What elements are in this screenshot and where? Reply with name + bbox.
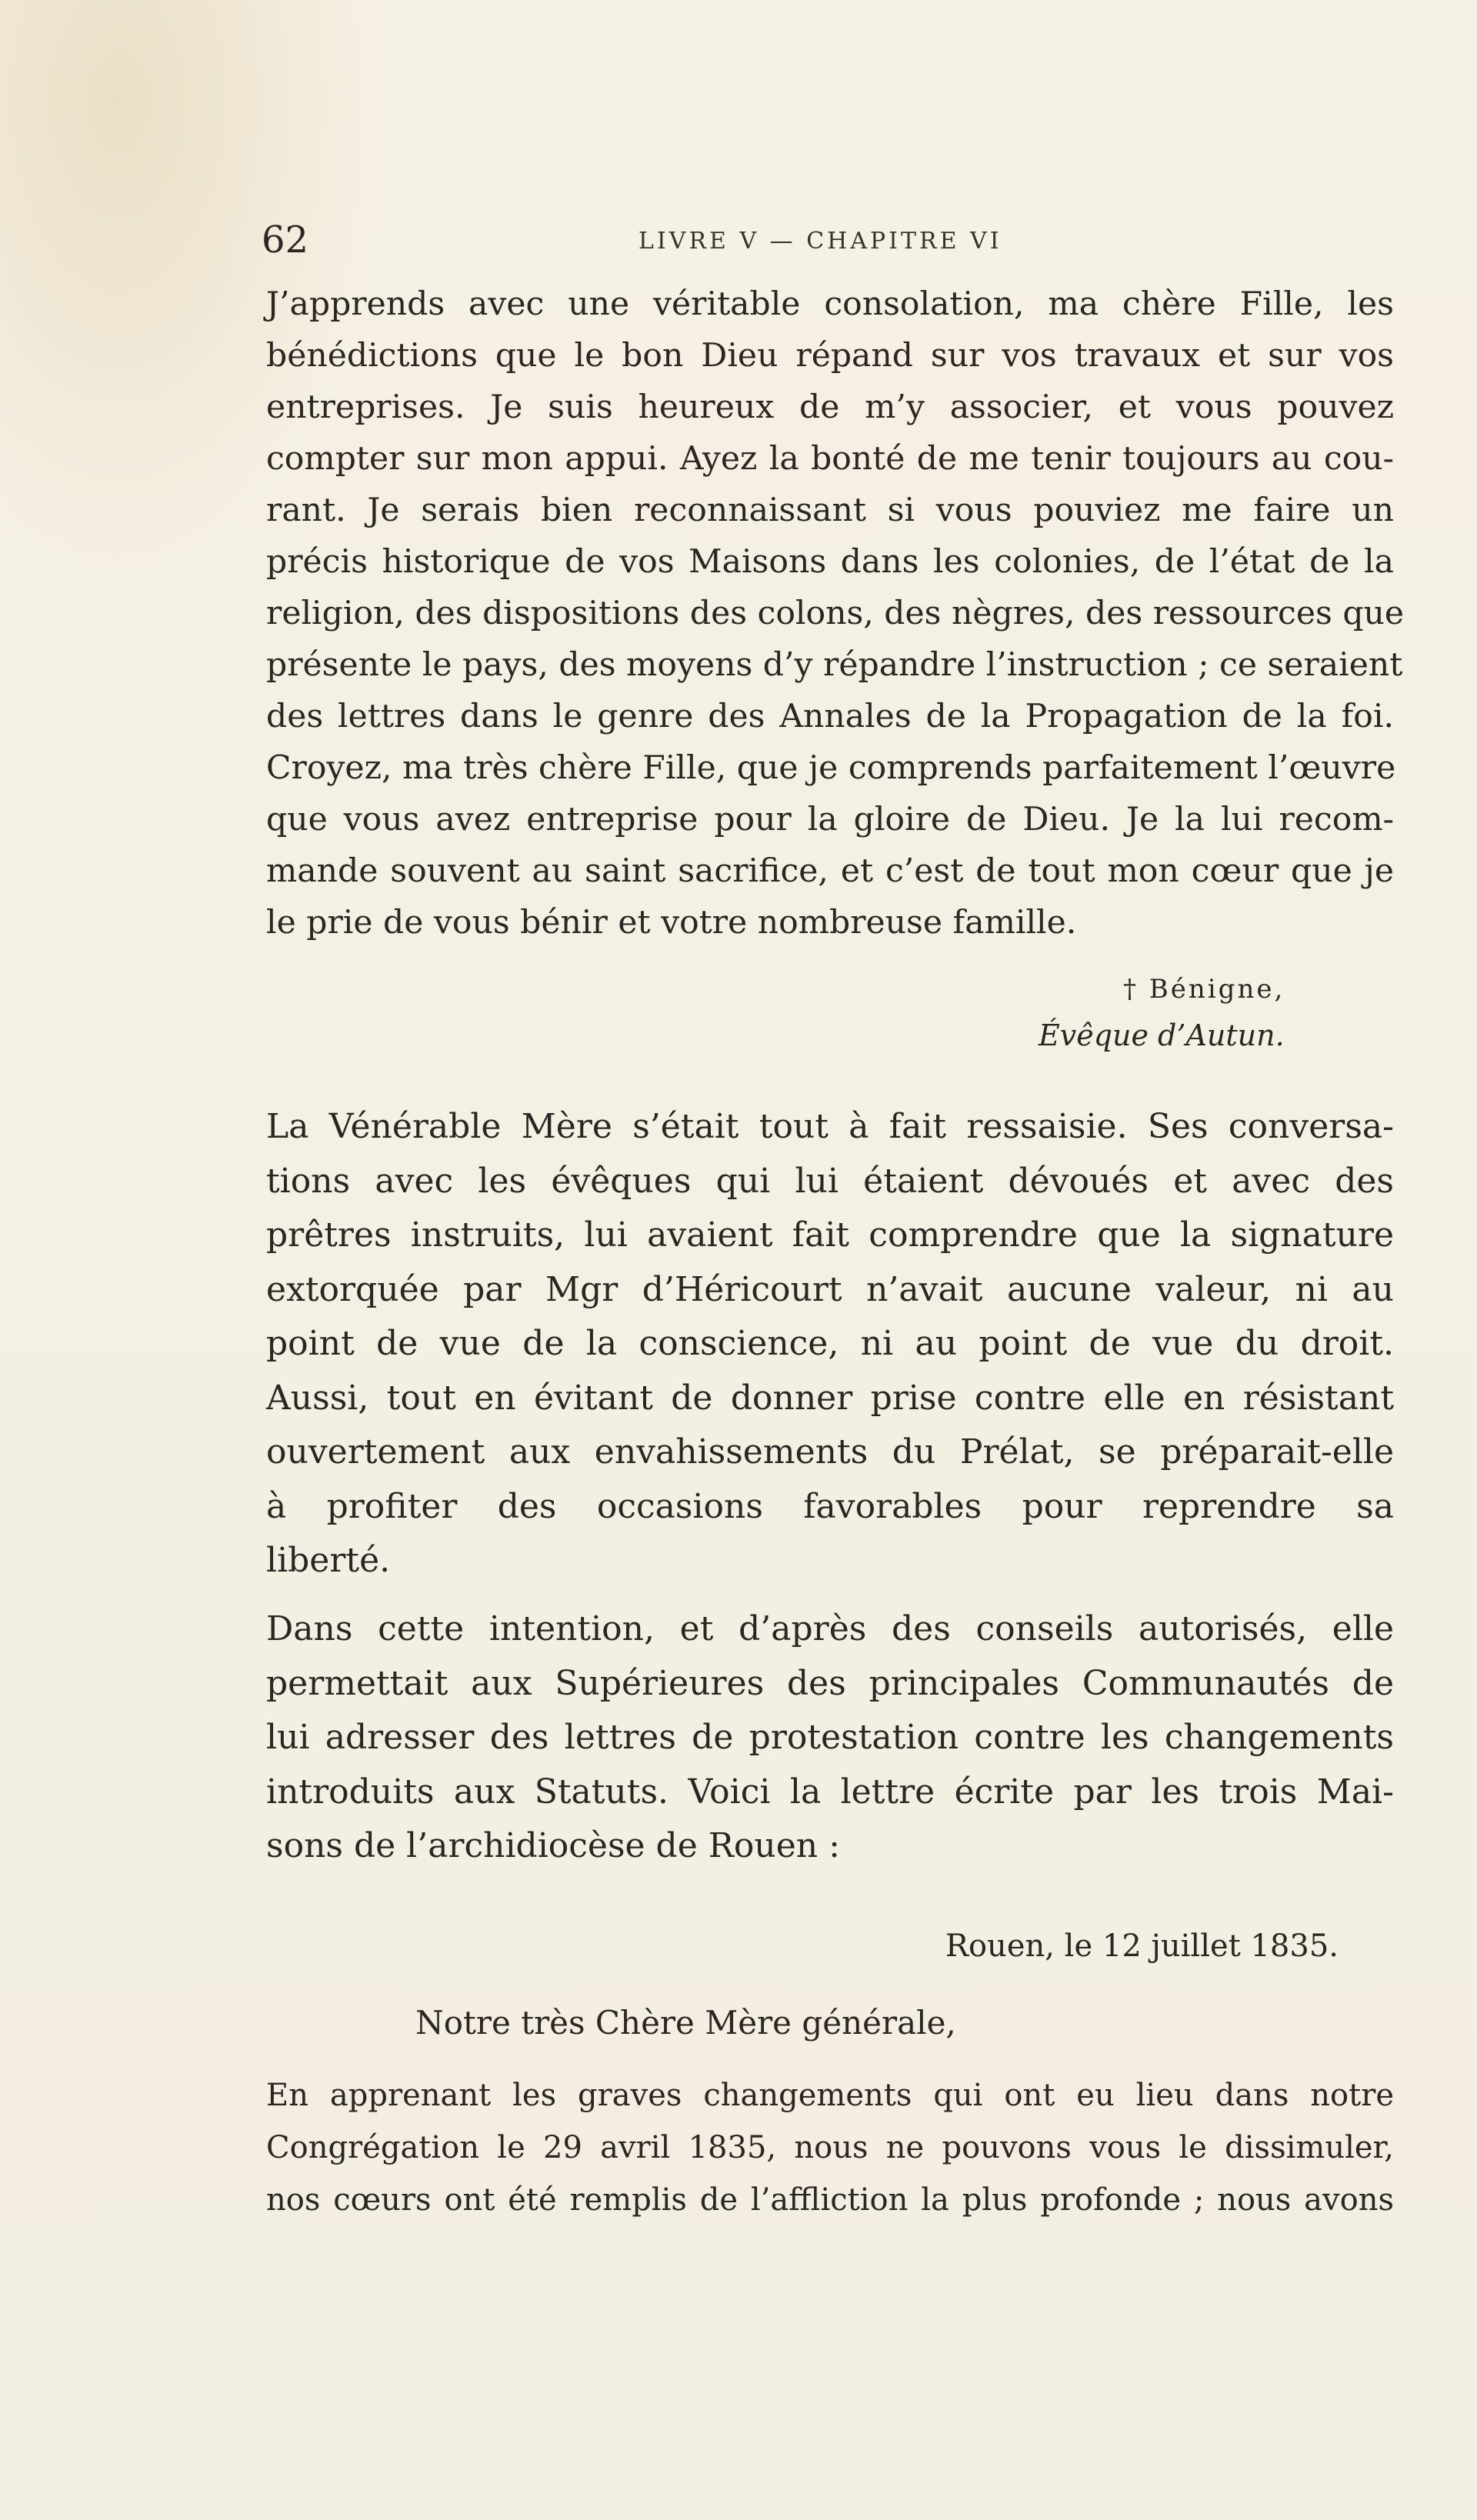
text-line: le prie de vous bénir et votre nombreuse famille. (266, 904, 1077, 942)
text-line: Aussi, tout en évitant de donner prise contre elle en résistant (266, 1378, 1394, 1418)
text-line: Croyez, ma très chère Fille, que je comprends parfaitement l’œuvre (266, 749, 1396, 787)
chapter-heading: LIVRE V — CHAPITRE VI (638, 228, 1002, 255)
text-line: permettait aux Supérieures des principales Communautés de (266, 1663, 1394, 1703)
text-line: En apprenant les graves changements qui ont eu lieu dans notre (266, 2078, 1394, 2113)
text-line: mande souvent au saint sacrifice, et c’est de tout mon cœur que je (266, 852, 1394, 890)
text-line: rant. Je serais bien reconnaissant si vous pouviez me faire un (266, 492, 1394, 529)
text-line: à profiter des occasions favorables pour reprendre sa (266, 1486, 1394, 1526)
text-line: des lettres dans le genre des Annales de la Propagation de la foi. (266, 698, 1394, 735)
text-line: nos cœurs ont été remplis de l’affliction la plus profonde ; nous avons (266, 2182, 1394, 2218)
text-line: entreprises. Je suis heureux de m’y associer, et vous pouvez (266, 388, 1394, 426)
page-number: 62 (262, 218, 309, 262)
text-line: point de vue de la conscience, ni au point de vue du droit. (266, 1324, 1394, 1363)
text-line: précis historique de vos Maisons dans les colonies, de l’état de la (266, 543, 1394, 581)
text-line: J’apprends avec une véritable consolation, ma chère Fille, les (266, 285, 1394, 323)
text-line: extorquée par Mgr d’Héricourt n’avait aucune valeur, ni au (266, 1269, 1394, 1309)
text-line: tions avec les évêques qui lui étaient dévoués et avec des (266, 1161, 1394, 1201)
text-line: que vous avez entreprise pour la gloire de Dieu. Je la lui recom- (266, 801, 1394, 838)
text-line: présente le pays, des moyens d’y répandre l’instruction ; ce seraient (266, 646, 1403, 684)
letter-salutation: Notre très Chère Mère générale, (415, 2004, 956, 2042)
text-line: Congrégation le 29 avril 1835, nous ne pouvons vous le dissimuler, (266, 2130, 1394, 2165)
running-header (262, 217, 1392, 263)
quoted-letter-text (266, 278, 1405, 948)
letter-date-line: Rouen, le 12 juillet 1835. (945, 1928, 1339, 1964)
text-line: liberté. (266, 1541, 391, 1580)
text-line: ouvertement aux envahissements du Prélat, se préparait-elle (266, 1432, 1394, 1472)
text-line: lui adresser des lettres de protestation contre les changements (266, 1718, 1394, 1757)
text-line: religion, des dispositions des colons, des nègres, des ressources que (266, 595, 1405, 632)
body-paragraph (266, 1602, 1394, 1874)
text-line: prêtres instruits, lui avaient fait comprendre que la signature (266, 1215, 1394, 1255)
text-line: sons de l’archidiocèse de Rouen : (266, 1826, 840, 1865)
signature-name: † Bénigne, (1123, 974, 1285, 1005)
letter-signature (1039, 966, 1392, 1058)
body-paragraph (266, 1100, 1394, 1588)
text-line: bénédictions que le bon Dieu répand sur vos travaux et sur vos (266, 337, 1394, 375)
text-line: La Vénérable Mère s’était tout à fait ressaisie. Ses conversa- (266, 1107, 1394, 1146)
text-line: Dans cette intention, et d’après des conseils autorisés, elle (266, 1609, 1394, 1648)
quoted-letter-text (266, 2069, 1394, 2226)
signature-title: Évêque d’Autun. (1039, 1018, 1285, 1052)
text-line: introduits aux Statuts. Voici la lettre écrite par les trois Mai- (266, 1772, 1394, 1812)
text-line: compter sur mon appui. Ayez la bonté de me tenir toujours au cou- (266, 440, 1394, 478)
